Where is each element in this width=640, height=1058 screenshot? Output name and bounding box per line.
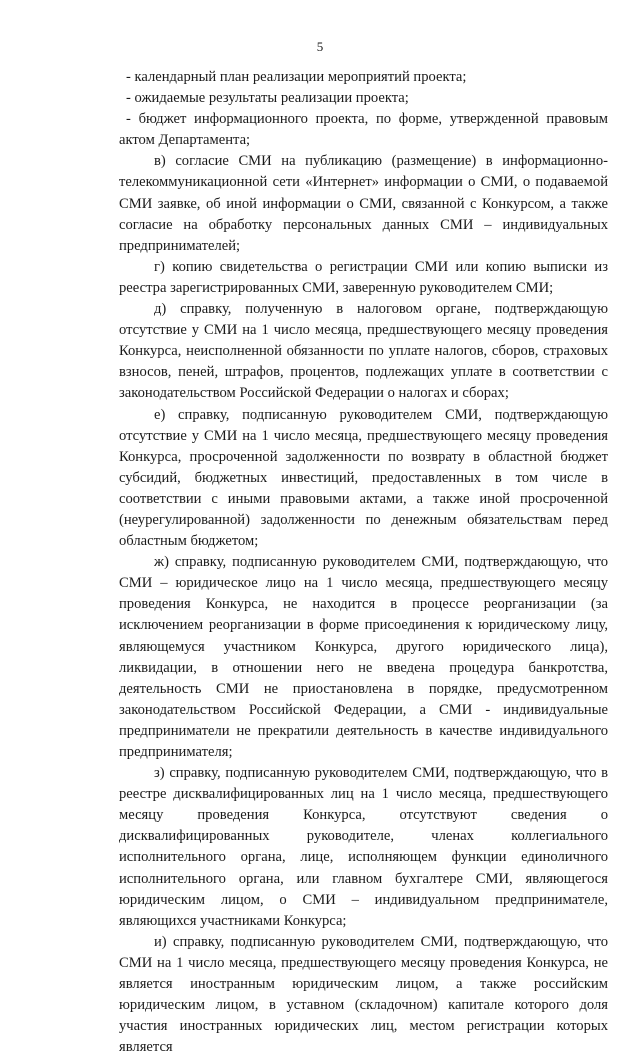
paragraph-g: г) копию свидетельства о регистрации СМИ или копию выписки из реестра зарегистрированных СМИ, заверенную руководителем СМИ; xyxy=(119,258,608,296)
document-body xyxy=(119,67,608,1058)
list-item-budget: - бюджет информационного проекта, по форме, утвержденной правовым актом Департамента; xyxy=(119,111,608,149)
page-number: 5 xyxy=(316,39,324,54)
paragraph-v: в) согласие СМИ на публикацию (размещение) в информационно-телекоммуникационной сети «Интернет» информации о СМИ, о подаваемой СМИ заявке, об иной информации о СМИ, связанной с Конкурсом, а также согласие на обработку персональных данных СМИ – индивидуальных предпринимателей; xyxy=(119,153,608,254)
paragraph-z: з) справку, подписанную руководителем СМИ, подтверждающую, что в реестре дисквалифицированных лиц на 1 число месяца, предшествующего месяцу проведения Конкурса, отсутствуют сведения о дисквалифицированных руководителе, членах коллегиального исполнительного органа, лице, исполняющем функции единоличного исполнительного органа, или главном бухгалтере СМИ, являющегося юридическим лицом, о СМИ – индивидуальном предпринимателе, являющихся участниками Конкурса; xyxy=(119,765,608,929)
paragraph-d: д) справку, полученную в налоговом органе, подтверждающую отсутствие у СМИ на 1 число месяца, предшествующего месяцу проведения Конкурса, неисполненной обязанности по уплате налогов, сборов, страховых взносов, пеней, штрафов, процентов, подлежащих уплате в соответствии с законодательством Российской Федерации о налогах и сборах; xyxy=(119,301,608,402)
list-item-calendar-plan: - календарный план реализации мероприятий проекта; xyxy=(126,69,467,85)
paragraph-e: е) справку, подписанную руководителем СМИ, подтверждающую отсутствие у СМИ на 1 число месяца, предшествующего месяцу проведения Конкурса, просроченной задолженности по возврату в областной бюджет субсидий, бюджетных инвестиций, предоставленных в том числе в соответствии с иными правовыми актами, а также иной просроченной (неурегулированной) задолженности по денежным обязательствам перед областным бюджетом; xyxy=(119,406,608,550)
list-item-expected-results: - ожидаемые результаты реализации проекта; xyxy=(126,90,409,107)
paragraph-i: и) справку, подписанную руководителем СМИ, подтверждающую, что СМИ на 1 число месяца, предшествующего месяцу проведения Конкурса, не является иностранным юридическим лицом, а также российским юридическим лицом, в уставном (складочном) капитале которого доля участия иностранных юридических лиц, местом регистрации которых является xyxy=(119,933,608,1056)
paragraph-zh: ж) справку, подписанную руководителем СМИ, подтверждающую, что СМИ – юридическое лицо на 1 число месяца, предшествующего месяцу проведения Конкурса, не находится в процессе реорганизации (за исключением реорганизации в форме присоединения к юридическому лицу, являющемуся участником Конкурса, другого юридического лица), ликвидации, в отношении него не введена процедура банкротства, деятельность СМИ не приостановлена в порядке, предусмотренном законодательством Российской Федерации, а СМИ - индивидуальные предприниматели не прекратили деятельность в качестве индивидуального предпринимателя; xyxy=(119,554,608,760)
